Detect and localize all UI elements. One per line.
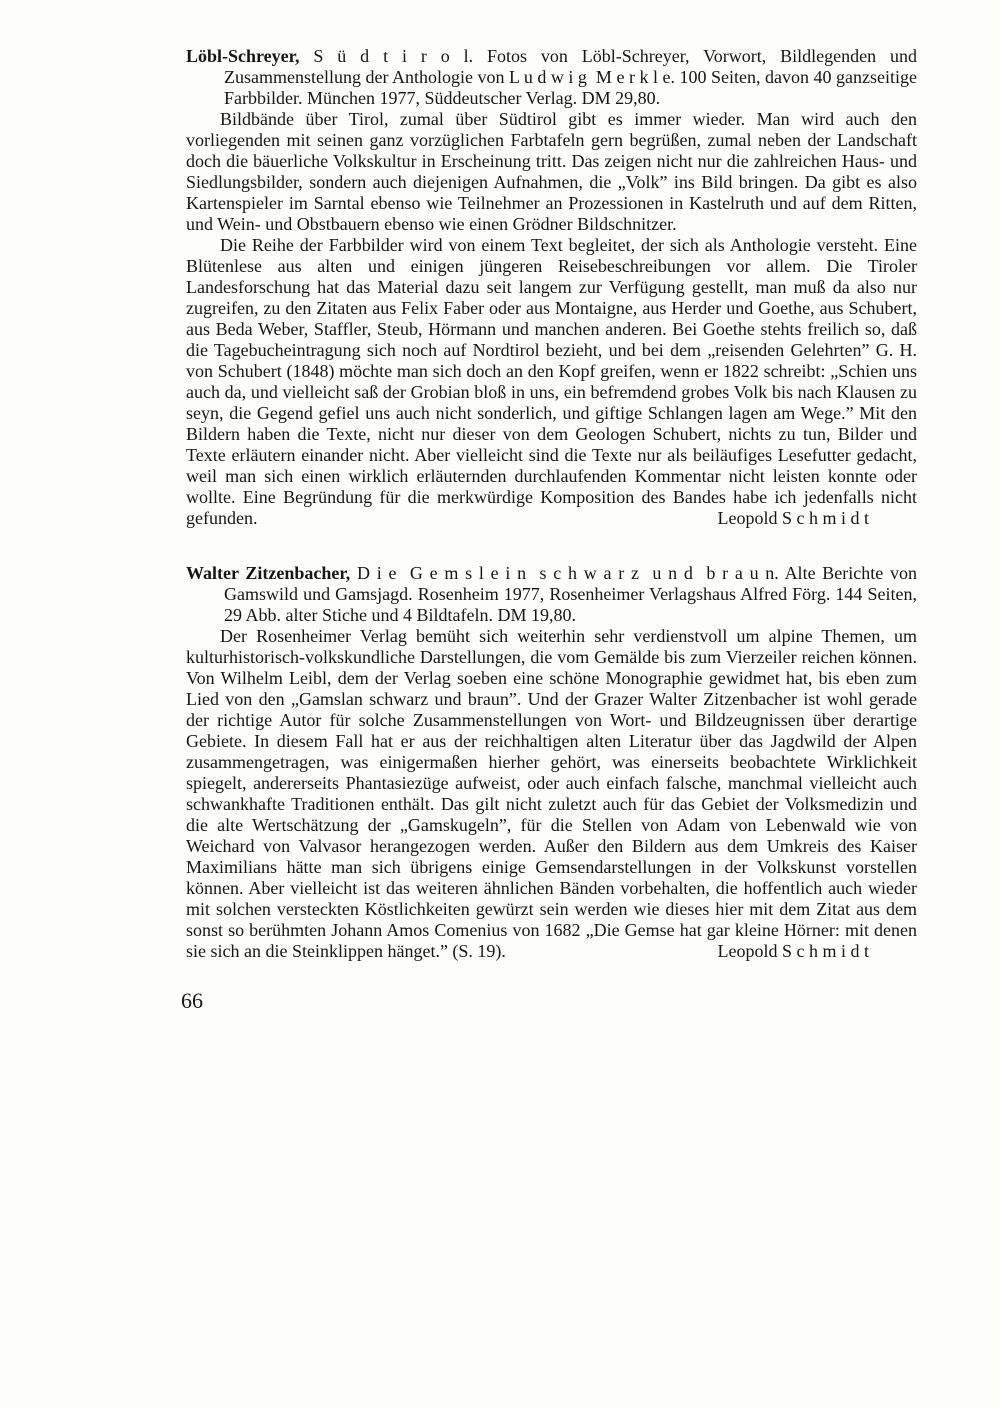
review-heading (186, 563, 917, 626)
review-title-spaced: D i e G e m s l e i n s c h w a r z u n d b r a u n. (356, 563, 779, 583)
review-paragraph: Bildbände über Tirol, zumal über Südtirol gibt es immer wieder. Man wird auch den vorliegenden mit seinen ganz vorzüglichen Farbtafeln gern begrüßen, zumal neben der Landschaft doch die bäuerliche Volkskultur in Erscheinung tritt. Das zeigen nicht nur die zahlreichen Haus- und Siedlungsbilder, sondern auch diejenigen Aufnahmen, die „Volk” ins Bild bringen. Da gibt es also Kartenspieler im Sarntal ebenso wie Teilnehmer an Prozessionen in Kastelruth und auf dem Ritten, und Wein- und Obstbauern ebenso wie einen Grödner Bildschnitzer. (186, 109, 917, 234)
review-author: Löbl-Schreyer, (186, 46, 300, 66)
paragraph-text: Der Rosenheimer Verlag bemüht sich weiterhin sehr verdienstvoll um alpine Themen, um kulturhistorisch-volkskundliche Darstellungen, die vom Gemälde bis zum Vierzeiler reichen können. Von Wilhelm Leibl, dem der Verlag soeben eine schöne Monographie gewidmet hat, bis eben zum Lied von den „Gamslan schwarz und braun”. Und der Grazer Walter Zitzenbacher ist wohl gerade der richtige Autor für solche Zusammenstellungen von Wort- und Bildzeugnissen über derartige Gebiete. In diesem Fall hat er aus der reichhaltigen alten Literatur über das Jagdwild der Alpen zusammengetragen, was einigermaßen hierher gehört, was einerseits beobachtete Wirklichkeit spiegelt, andererseits Phantasiezüge aufweist, oder auch einfach falsche, manchmal vielleicht auch schwankhafte Traditionen enthält. Das gilt nicht zuletzt auch für das Gebiet der Volksmedizin und die alte Wertschätzung der „Gamskugeln”, für die Stellen von Adam von Lebenwald wie von Weichard von Valvasor herangezogen werden. Außer den Bildern aus dem Umkreis des Kaiser Maximilians hätte man sich übrigens einige Gemsendarstellungen in der Volkskunst vorstellen können. Aber vielleicht ist das weiteren ähnlichen Bänden vorbehalten, die hoffentlich auch wieder mit solchen versteckten Köstlichkeiten gewürzt sein werden wie dieses hier mit dem Zitat aus dem sonst so berühmten Johann Amos Comenius von 1682 „Die Gemse hat gar kleine Hörner: mit denen sie sich an die Steinklippen hänget.” (S. 19). (186, 626, 917, 961)
reviewer-signature: Leopold S c h m i d t (717, 941, 869, 961)
reviews-column (181, 46, 917, 1014)
review-zitzenbacher-gemslein (186, 563, 917, 962)
review-paragraph (186, 235, 917, 529)
paragraph-text: Die Reihe der Farbbilder wird von einem Text begleitet, der sich als Anthologie versteht. Eine Blütenlese aus alten und einigen jüngeren Reisebeschreibungen vor allem. Die Tiroler Landesforschung hat das Material dazu seit langem zur Verfügung gestellt, man muß da also nur zugreifen, zu den Zitaten aus Felix Faber oder aus Montaigne, aus Herder und Goethe, aus Schubert, aus Beda Weber, Staffler, Steub, Hörmann und manchen anderen. Bei Goethe stehts freilich so, daß die Tagebucheintragung sich noch auf Nordtirol bezieht, und bei dem „reisenden Gelehrten” G. H. von Schubert (1848) möchte man sich doch an den Kopf greifen, wenn er 1822 schreibt: „Schien uns auch da, und vielleicht saß der Grobian bloß in uns, ein befremdend grobes Volk bis nach Klausen zu seyn, die Gegend gefiel uns auch nicht sonderlich, und giftige Schlangen lagen am Wege.” Mit den Bildern haben die Texte, nicht nur dieser von dem Geologen Schubert, nichts zu tun, Bilder und Texte erläutern einander nicht. Aber vielleicht sind die Texte nur als beiläufiges Lesefutter gedacht, weil man sich einen wirklich erläuternden durchlaufenden Kommentar nicht leisten konnte oder wollte. Eine Begründung für die merkwürdige Komposition des Bandes habe ich jedenfalls nicht gefunden. (186, 235, 917, 528)
review-bibliography: Fotos von Löbl-Schreyer, Vorwort, Bildlegenden und Zusammenstellung der Anthologie von L u d w i g M e r k l e. 100 Seiten, davon 40 ganzseitige Farbbilder. München 1977, Süddeutscher Verlag. DM 29,80. (224, 46, 917, 108)
reviewer-signature: Leopold S c h m i d t (717, 508, 869, 528)
page-number: 66 (181, 988, 203, 1013)
review-author: Walter Zitzenbacher, (186, 563, 351, 583)
review-heading (186, 46, 917, 109)
review-bibliography: Alte Berichte von Gamswild und Gamsjagd. Rosenheim 1977, Rosenheimer Verlagshaus Alfred Förg. 144 Seiten, 29 Abb. alter Stiche und 4 Bildtafeln. DM 19,80. (224, 563, 917, 625)
review-title-spaced: S ü d t i r o l. (313, 46, 474, 66)
review-paragraph (186, 626, 917, 962)
review-loebl-schreyer-suedtirol (186, 46, 917, 529)
